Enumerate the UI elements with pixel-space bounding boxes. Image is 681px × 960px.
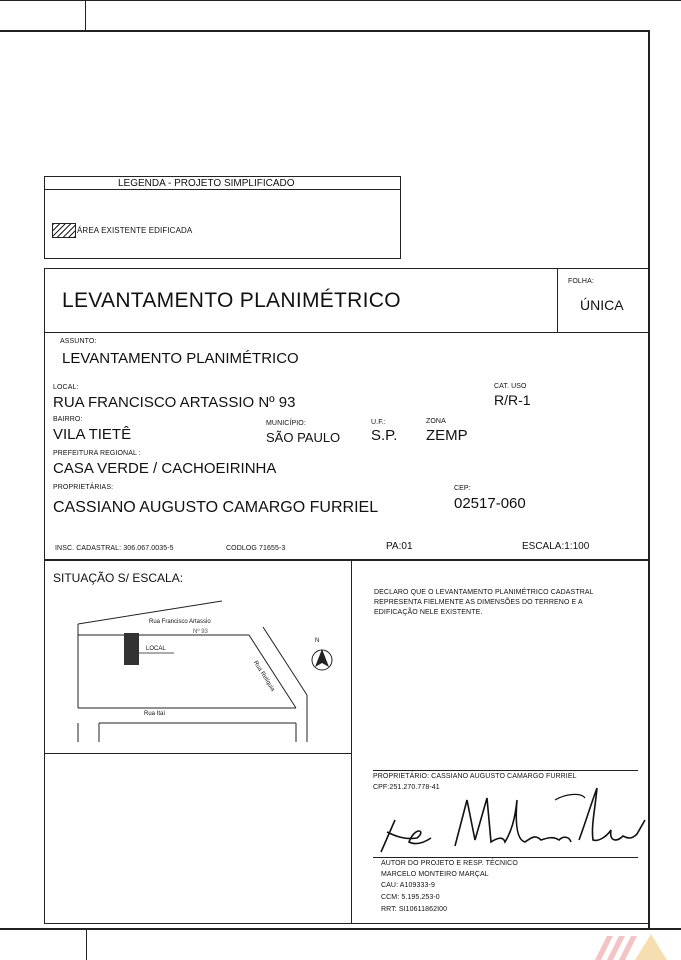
local-value: RUA FRANCISCO ARTASSIO Nº 93 [53,394,296,411]
declaration-line-1: DECLARO QUE O LEVANTAMENTO PLANIMÉTRICO CADASTRAL [374,589,594,596]
bottom-divider [86,928,87,960]
situation-map [44,560,351,754]
legend-item-label: ÁREA EXISTENTE EDIFICADA [77,226,193,235]
cat-uso-label: CAT. USO [494,383,527,390]
escala-value: ESCALA:1:100 [522,541,590,552]
prefeitura-label: PREFEITURA REGIONAL : [53,450,141,457]
legend-title: LEGENDA - PROJETO SIMPLIFICADO [118,178,295,189]
zona-value: ZEMP [426,427,468,444]
insc-cadastral: INSC. CADASTRAL: 306.067.0035-5 [55,545,174,552]
street-top-label: Rua Francisco Artassio [149,619,211,625]
north-label: N [315,638,320,644]
cep-label: CEP: [454,485,471,492]
author-cau: CAU: A109333-9 [381,882,435,889]
street-bottom-label: Rua Itaí [144,711,166,717]
folha-value: ÚNICA [580,297,624,313]
declaration-line-3: EDIFICAÇÃO NELE EXISTENTE. [374,609,483,616]
lot-hatch [124,633,139,665]
title-block-divider [44,332,650,333]
top-border [0,0,681,1]
proprietarias-label: PROPRIETÁRIAS: [53,484,114,491]
assunto-value: LEVANTAMENTO PLANIMÉTRICO [62,350,299,367]
municipio-label: MUNICÍPIO: [266,420,306,427]
block-right-edge [249,635,296,708]
codlog: CODLOG 71655-3 [226,545,286,552]
author-name: MARCELO MONTEIRO MARÇAL [381,871,489,878]
zona-label: ZONA [426,418,446,425]
municipio-value: SÃO PAULO [266,430,341,445]
author-role: AUTOR DO PROJETO E RESP. TÉCNICO [381,860,518,867]
author-ccm: CCM: 5.195.253-0 [381,894,440,901]
frame-top [0,30,650,32]
lower-bottom-line [44,923,650,924]
bairro-value: VILA TIETÊ [53,426,132,443]
prefeitura-value: CASA VERDE / CACHOEIRINHA [53,460,277,477]
legend-divider [44,189,401,190]
owner-signature-line [373,770,638,771]
bairro-label: BAIRRO: [53,416,83,423]
declaration-line-2: REPRESENTA FIELMENTE AS DIMENSÕES DO TERRENO E A [374,599,583,606]
situacao-title: SITUAÇÃO S/ ESCALA: [53,571,184,585]
author-rrt: RRT: SI10611862I00 [381,906,448,913]
proprietarias-value: CASSIANO AUGUSTO CAMARGO FURRIEL [53,499,379,516]
lot-number-label: Nº 93 [193,629,208,635]
page-title: LEVANTAMENTO PLANIMÉTRICO [62,289,401,312]
folha-divider [557,268,558,332]
cep-value: 02517-060 [454,495,526,512]
lower-middle-line [351,560,352,924]
frame-bottom [0,928,681,930]
top-divider [85,0,86,30]
uf-label: U.F.: [371,419,386,426]
cat-uso-value: R/R-1 [494,392,531,408]
owner-line: PROPRIETÁRIO: CASSIANO AUGUSTO CAMARGO FURRIEL [373,773,577,780]
folha-label: FOLHA: [568,278,594,285]
handwritten-signature [365,780,655,860]
owner-cpf: CPF:251.270.778-41 [373,784,440,791]
local-label: LOCAL: [53,384,79,391]
street-right-label: Rua Relíquia [251,660,276,693]
assunto-label: ASSUNTO: [60,338,97,345]
pa-value: PA:01 [386,541,413,552]
uf-value: S.P. [371,427,398,444]
watermark-logo [585,928,681,960]
author-signature-line [373,857,638,858]
local-label: LOCAL [146,646,166,652]
hatch-swatch-icon [52,223,76,238]
